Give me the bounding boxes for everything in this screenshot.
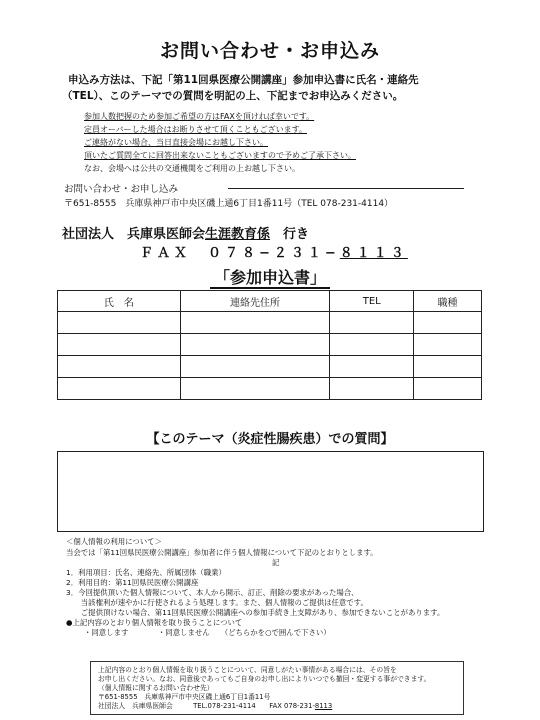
contact-divider	[228, 188, 464, 189]
privacy-item-3: 3．今回提供頂いた個人情報について、本人から開示、訂正、削除の要求があった場合、	[66, 588, 359, 597]
header-name: 氏 名	[58, 291, 181, 312]
privacy-lead: 当会では「第11回県民医療公開講座」参加者に伴う個人情報について下記のとおりとします。	[66, 548, 378, 557]
contact-heading: お問い合わせ・お申し込み	[64, 184, 179, 195]
privacy-item-1: 1．利用項目：氏名、連絡先、所属団体（職業）	[66, 568, 226, 577]
fine-line-4: 〒651-8555 兵庫県神戸市中央区磯上通6丁目1番11号	[98, 693, 271, 701]
header-occupation: 職種	[414, 291, 482, 312]
privacy-item-2: 2．利用目的：第11回県民医療公開講座	[66, 578, 199, 587]
name-cell[interactable]	[58, 378, 181, 400]
privacy-item-3-cont: 当該権利が速やかに行使されるよう処理します。また、個人情報のご提供は任意です。	[66, 598, 368, 607]
org-dept: 生涯教育係	[205, 227, 271, 242]
contact-address: 〒651-8555 兵庫県神戸市中央区磯上通6丁目1番11号（TEL 078-231-4114）	[64, 199, 394, 209]
occupation-cell[interactable]	[414, 312, 482, 334]
fine-line-2: お申し出ください。なお、同意後であってもご自身のお申し出によりいつでも撤回・変更する事ができます。	[98, 675, 431, 683]
occupation-cell[interactable]	[414, 356, 482, 378]
address-cell[interactable]	[180, 378, 330, 400]
org-prefix: 社団法人 兵庫県医師会	[62, 227, 206, 242]
fax-number	[140, 242, 408, 261]
intro-line-2: （TEL）、このテーマでの質問を明記の上、下記までお申込みください。	[62, 90, 404, 102]
fine-line-1: 上記内容のとおり個人情報を取り扱うことについて、同意しがたい事情がある場合には、その旨を	[98, 666, 397, 674]
org-suffix: 行き	[270, 227, 310, 242]
header-tel: TEL	[330, 291, 414, 312]
tel-cell[interactable]	[330, 378, 414, 400]
address-cell[interactable]	[180, 312, 330, 334]
consent-question: ●上記内容のとおり個人情報を取り扱うことについて	[66, 618, 243, 627]
address-cell[interactable]	[180, 356, 330, 378]
intro-line-1: 申込み方法は、下記「第11回県医療公開講座」参加申込書に氏名・連絡先	[68, 74, 419, 86]
notice-1: 参加人数把握のため参加ご希望の方はFAXを頂ければ幸いです。	[84, 112, 315, 121]
header-address: 連絡先住所	[180, 291, 330, 312]
occupation-cell[interactable]	[414, 334, 482, 356]
occupation-cell[interactable]	[414, 378, 482, 400]
tel-cell[interactable]	[330, 334, 414, 356]
notice-5: なお、会場へは公共の交通機関をご利用の上お越し下さい。	[84, 164, 300, 173]
privacy-item-3-cont2: ご提供頂けない場合、第11回県民医療公開講座への参加手続き上支障があり、参加できないことがあります。	[66, 608, 445, 617]
organization-line	[62, 223, 309, 242]
fax-label: ＦＡＸ ０７８−２３１−	[140, 246, 340, 261]
question-title: 【このテーマ（炎症性腸疾患）での質問】	[146, 432, 394, 447]
table-row	[58, 312, 482, 334]
notice-4: 頂いたご質問全てに回答出来ないこともございますので予めご了承下さい。	[84, 151, 356, 160]
privacy-heading: ＜個人情報の利用について＞	[66, 537, 162, 546]
tel-cell[interactable]	[330, 356, 414, 378]
table-row	[58, 378, 482, 400]
form-title: 「参加申込書」	[0, 265, 540, 288]
question-box[interactable]	[57, 451, 484, 532]
notice-2: 定員オーバーした場合はお断りさせて頂くこともございます。	[84, 125, 307, 134]
name-cell[interactable]	[58, 356, 181, 378]
table-row	[58, 334, 482, 356]
privacy-ki: 記	[272, 558, 280, 567]
name-cell[interactable]	[58, 334, 181, 356]
tel-cell[interactable]	[330, 312, 414, 334]
application-table	[57, 290, 482, 400]
fine-line-5: 社団法人 兵庫県医師会 TEL.078-231-4114 FAX 078-231-8113	[98, 702, 333, 710]
fax-tail: ８１１３	[339, 246, 408, 261]
table-header-row	[58, 291, 482, 312]
fine-line-3: （個人情報に関するお問い合わせ先）	[98, 684, 214, 692]
address-cell[interactable]	[180, 334, 330, 356]
page-title: お問い合わせ・お申込み	[159, 40, 380, 62]
notice-3: ご連絡がない場合、当日直接会場にお越し下さい。	[84, 138, 268, 147]
name-cell[interactable]	[58, 312, 181, 334]
table-row	[58, 356, 482, 378]
consent-options[interactable]: ・同意します ・同意しません （どちらかを○で囲んで下さい）	[84, 628, 331, 637]
